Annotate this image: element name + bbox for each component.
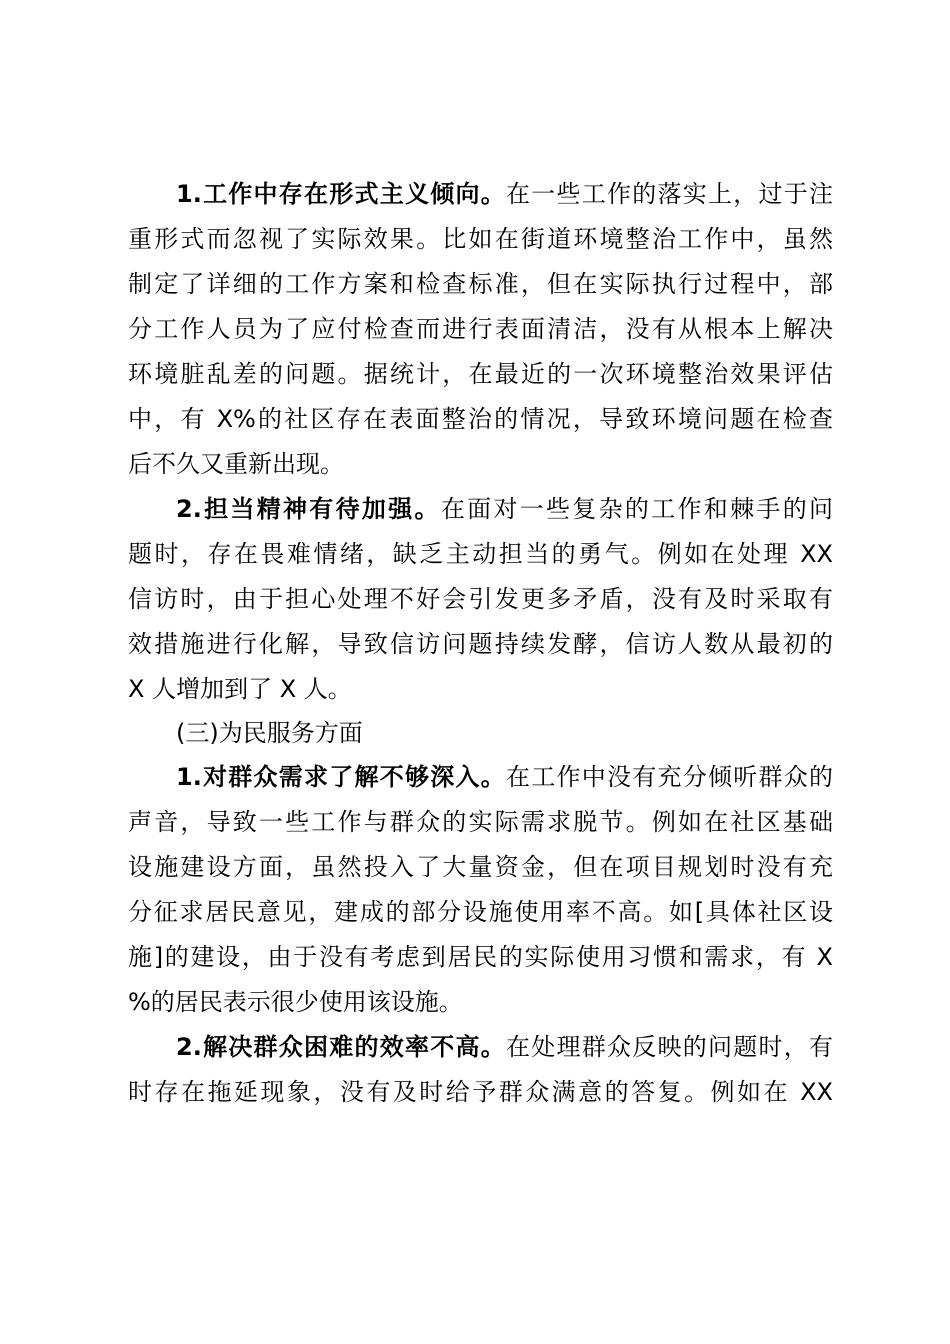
paragraph-1-line-6: 中，有 X%的社区存在表面整治的情况，导致环境问题在检查 <box>128 405 833 433</box>
section-heading: (三)为民服务方面 <box>176 719 363 747</box>
paragraph-3-line-6: %的居民表示很少使用该设施。 <box>128 988 463 1016</box>
paragraph-3-line-5: 施]的建设，由于没有考虑到居民的实际使用习惯和需求，有 X <box>128 943 833 971</box>
paragraph-3-line-2: 声音，导致一些工作与群众的实际需求脱节。例如在社区基础 <box>128 808 833 836</box>
paragraph-1-line-7: 后不久又重新出现。 <box>128 450 344 478</box>
paragraph-3-lead: 1.对群众需求了解不够深入。 <box>176 763 507 791</box>
paragraph-2-line-4: 效措施进行化解，导致信访问题持续发酵，信访人数从最初的 <box>128 630 833 658</box>
paragraph-1-line-4: 分工作人员为了应付检查而进行表面清洁，没有从根本上解决 <box>128 315 833 343</box>
paragraph-4-lead: 2.解决群众困难的效率不高。 <box>176 1033 507 1061</box>
paragraph-2-line-5: X 人增加到了 X 人。 <box>128 675 352 703</box>
paragraph-4-text: 在处理群众反映的问题时，有 <box>506 1033 833 1061</box>
paragraph-2-line-3: 信访时，由于担心处理不好会引发更多矛盾，没有及时采取有 <box>128 585 833 613</box>
paragraph-2-line-2: 题时，存在畏难情绪，缺乏主动担当的勇气。例如在处理 XX <box>128 540 833 568</box>
paragraph-3-line-4: 分征求居民意见，建成的部分设施使用率不高。如[具体社区设 <box>128 898 833 926</box>
paragraph-1-line-2: 重形式而忽视了实际效果。比如在街道环境整治工作中，虽然 <box>128 225 833 253</box>
paragraph-4-line-1 <box>176 1025 833 1069</box>
paragraph-1-line-3: 制定了详细的工作方案和检查标准，但在实际执行过程中，部 <box>128 270 833 298</box>
paragraph-2-lead: 2.担当精神有待加强。 <box>176 495 441 523</box>
paragraph-2-line-1 <box>176 487 833 531</box>
paragraph-2-text: 在面对一些复杂的工作和棘手的问 <box>440 495 833 523</box>
paragraph-3-text: 在工作中没有充分倾听群众的 <box>506 763 833 791</box>
paragraph-1-text: 在一些工作的落实上，过于注 <box>506 180 833 208</box>
paragraph-3-line-3: 设施建设方面，虽然投入了大量资金，但在项目规划时没有充 <box>128 853 833 881</box>
paragraph-1-line-5: 环境脏乱差的问题。据统计，在最近的一次环境整治效果评估 <box>128 360 833 388</box>
paragraph-4-line-2: 时存在拖延现象，没有及时给予群众满意的答复。例如在 XX <box>128 1078 833 1106</box>
paragraph-1-line-1 <box>176 172 833 216</box>
paragraph-1-lead: 1.工作中存在形式主义倾向。 <box>176 180 507 208</box>
paragraph-3-line-1 <box>176 755 833 799</box>
